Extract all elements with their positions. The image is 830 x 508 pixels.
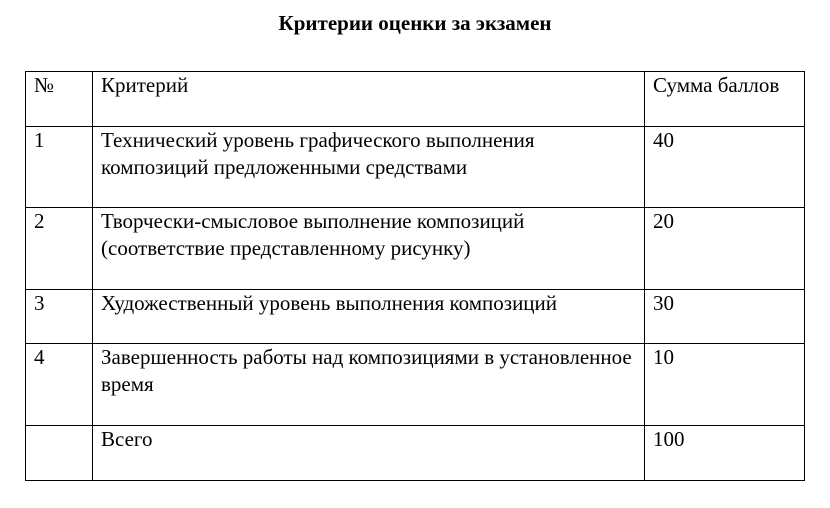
- row-score: 20: [645, 208, 805, 290]
- header-criterion: Критерий: [93, 72, 645, 127]
- row-criterion: Творчески-смысловое выполнение композиций (соответствие представленному рисунку): [93, 208, 645, 290]
- row-criterion: Технический уровень графического выполнения композиций предложенными средствами: [93, 127, 645, 208]
- row-score: 40: [645, 127, 805, 208]
- row-criterion: Всего: [93, 426, 645, 481]
- criteria-table: [25, 71, 805, 481]
- header-number: №: [26, 72, 93, 127]
- row-number: 4: [26, 344, 93, 426]
- table-row: [26, 290, 805, 344]
- row-number: 3: [26, 290, 93, 344]
- row-criterion: Художественный уровень выполнения композиций: [93, 290, 645, 344]
- table-row: [26, 127, 805, 208]
- table-row: [26, 344, 805, 426]
- table-total-row: [26, 426, 805, 481]
- row-score: 100: [645, 426, 805, 481]
- table-header-row: [26, 72, 805, 127]
- row-score: 10: [645, 344, 805, 426]
- row-number: 1: [26, 127, 93, 208]
- row-number: 2: [26, 208, 93, 290]
- row-criterion: Завершенность работы над композициями в установленное время: [93, 344, 645, 426]
- document-title: Критерии оценки за экзамен: [278, 11, 552, 35]
- row-score: 30: [645, 290, 805, 344]
- table-row: [26, 208, 805, 290]
- row-number: [26, 426, 93, 481]
- header-score: Сумма баллов: [645, 72, 805, 127]
